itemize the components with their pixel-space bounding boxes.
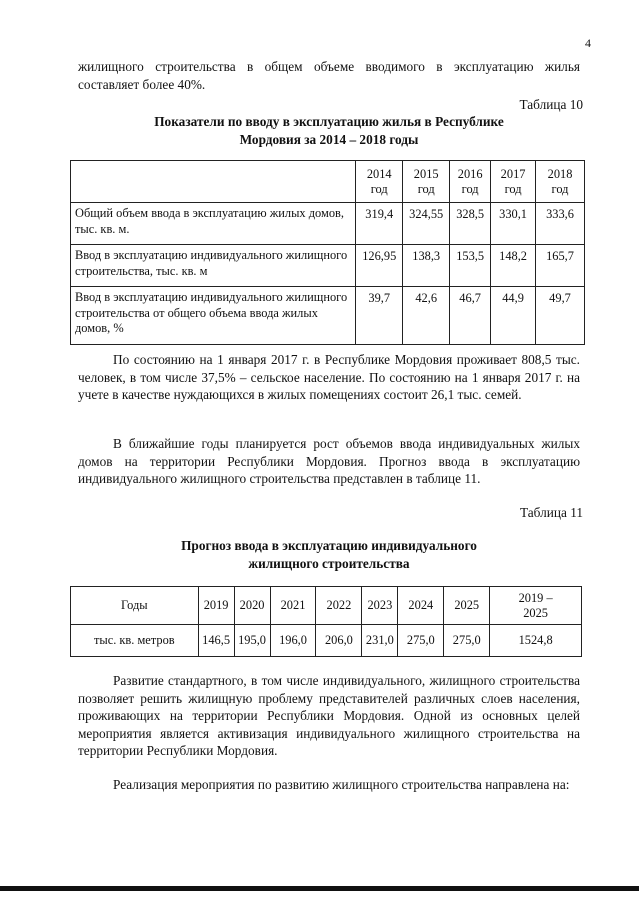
cell-value: 206,0 — [316, 625, 362, 657]
table11-title-line1: Прогноз ввода в эксплуатацию индивидуального — [181, 538, 477, 553]
cell-value: 330,1 — [491, 203, 536, 245]
table-row — [71, 203, 585, 245]
cell-value: 275,0 — [398, 625, 444, 657]
year-header: 2020 — [234, 587, 270, 625]
year-header: 2025 — [444, 587, 490, 625]
cell-value: 165,7 — [536, 245, 585, 287]
year-header: 2022 — [316, 587, 362, 625]
cell-value: 328,5 — [450, 203, 491, 245]
cell-value: 49,7 — [536, 287, 585, 345]
year-header: 2014 год — [356, 161, 403, 203]
page-number: 4 — [585, 36, 591, 50]
cell-value: 231,0 — [362, 625, 398, 657]
table11-title — [78, 537, 580, 573]
paragraph-population: По состоянию на 1 января 2017 г. в Республике Мордовия проживает 808,5 тыс. человек, в том числе 37,5% – сельское население. По состоянию на 1 января 2017 г. на учете в качестве нуждающихся в жилых помещениях состоит 26,1 тыс. семей. — [78, 352, 580, 402]
cell-value: 153,5 — [450, 245, 491, 287]
page-bottom-border — [0, 886, 639, 891]
cell-value: 275,0 — [444, 625, 490, 657]
cell-value: 319,4 — [356, 203, 403, 245]
table-row — [71, 625, 582, 657]
paragraph-forecast: В ближайшие годы планируется рост объемов ввода индивидуальных жилых домов на территории Республики Мордовия. Прогноз ввода в эксплуатацию индивидуального жилищного строительства представлен в таблице 11. — [78, 436, 580, 486]
table11-title-line2: жилищного строительства — [248, 556, 410, 571]
row-label: Ввод в эксплуатацию индивидуального жилищного строительства от общего объема ввода жилых домов, % — [71, 287, 356, 345]
cell-value: 126,95 — [356, 245, 403, 287]
table10-title — [78, 113, 580, 149]
year-header: 2015 год — [403, 161, 450, 203]
cell-value: 44,9 — [491, 287, 536, 345]
table11-label: Таблица 11 — [519, 505, 583, 520]
housing-commissioning-table — [70, 160, 585, 345]
cell-total: 1524,8 — [490, 625, 582, 657]
year-header: 2016 год — [450, 161, 491, 203]
table10-label: Таблица 10 — [519, 97, 583, 112]
total-header: 2019 – 2025 — [490, 587, 582, 625]
cell-value: 39,7 — [356, 287, 403, 345]
year-header: 2023 — [362, 587, 398, 625]
cell-value: 138,3 — [403, 245, 450, 287]
table10-title-line1: Показатели по вводу в эксплуатацию жилья в Республике — [154, 114, 504, 129]
cell-value: 333,6 — [536, 203, 585, 245]
year-header: 2021 — [270, 587, 316, 625]
year-header: 2017 год — [491, 161, 536, 203]
cell-value: 324,55 — [403, 203, 450, 245]
row-label: Ввод в эксплуатацию индивидуального жилищного строительства, тыс. кв. м — [71, 245, 356, 287]
years-header: Годы — [71, 587, 199, 625]
cell-value: 146,5 — [198, 625, 234, 657]
table-row — [71, 287, 585, 345]
forecast-table — [70, 586, 582, 657]
table11-header-row — [71, 587, 582, 625]
row-label: тыс. кв. метров — [71, 625, 199, 657]
year-header: 2018 год — [536, 161, 585, 203]
year-header: 2024 — [398, 587, 444, 625]
cell-value: 195,0 — [234, 625, 270, 657]
cell-value: 42,6 — [403, 287, 450, 345]
paragraph-development: Развитие стандартного, в том числе индивидуального, жилищного строительства позволяет решить жилищную проблему представителей различных слоев населения, проживающих на территории Республики Мордовия. Одной из основных целей мероприятия является активизация индивидуального жилищного строительства на территории Республики Мордовия. — [78, 673, 580, 758]
intro-text: жилищного строительства в общем объеме вводимого в эксплуатацию жилья составляет более 40%. — [78, 59, 580, 92]
row-label: Общий объем ввода в эксплуатацию жилых домов, тыс. кв. м. — [71, 203, 356, 245]
cell-value: 46,7 — [450, 287, 491, 345]
year-header: 2019 — [198, 587, 234, 625]
table10-title-line2: Мордовия за 2014 – 2018 годы — [239, 132, 419, 147]
paragraph-implementation: Реализация мероприятия по развитию жилищного строительства направлена на: — [113, 777, 570, 792]
cell-value: 148,2 — [491, 245, 536, 287]
table10-header-empty — [71, 161, 356, 203]
cell-value: 196,0 — [270, 625, 316, 657]
table-row — [71, 245, 585, 287]
table10-header-row — [71, 161, 585, 203]
